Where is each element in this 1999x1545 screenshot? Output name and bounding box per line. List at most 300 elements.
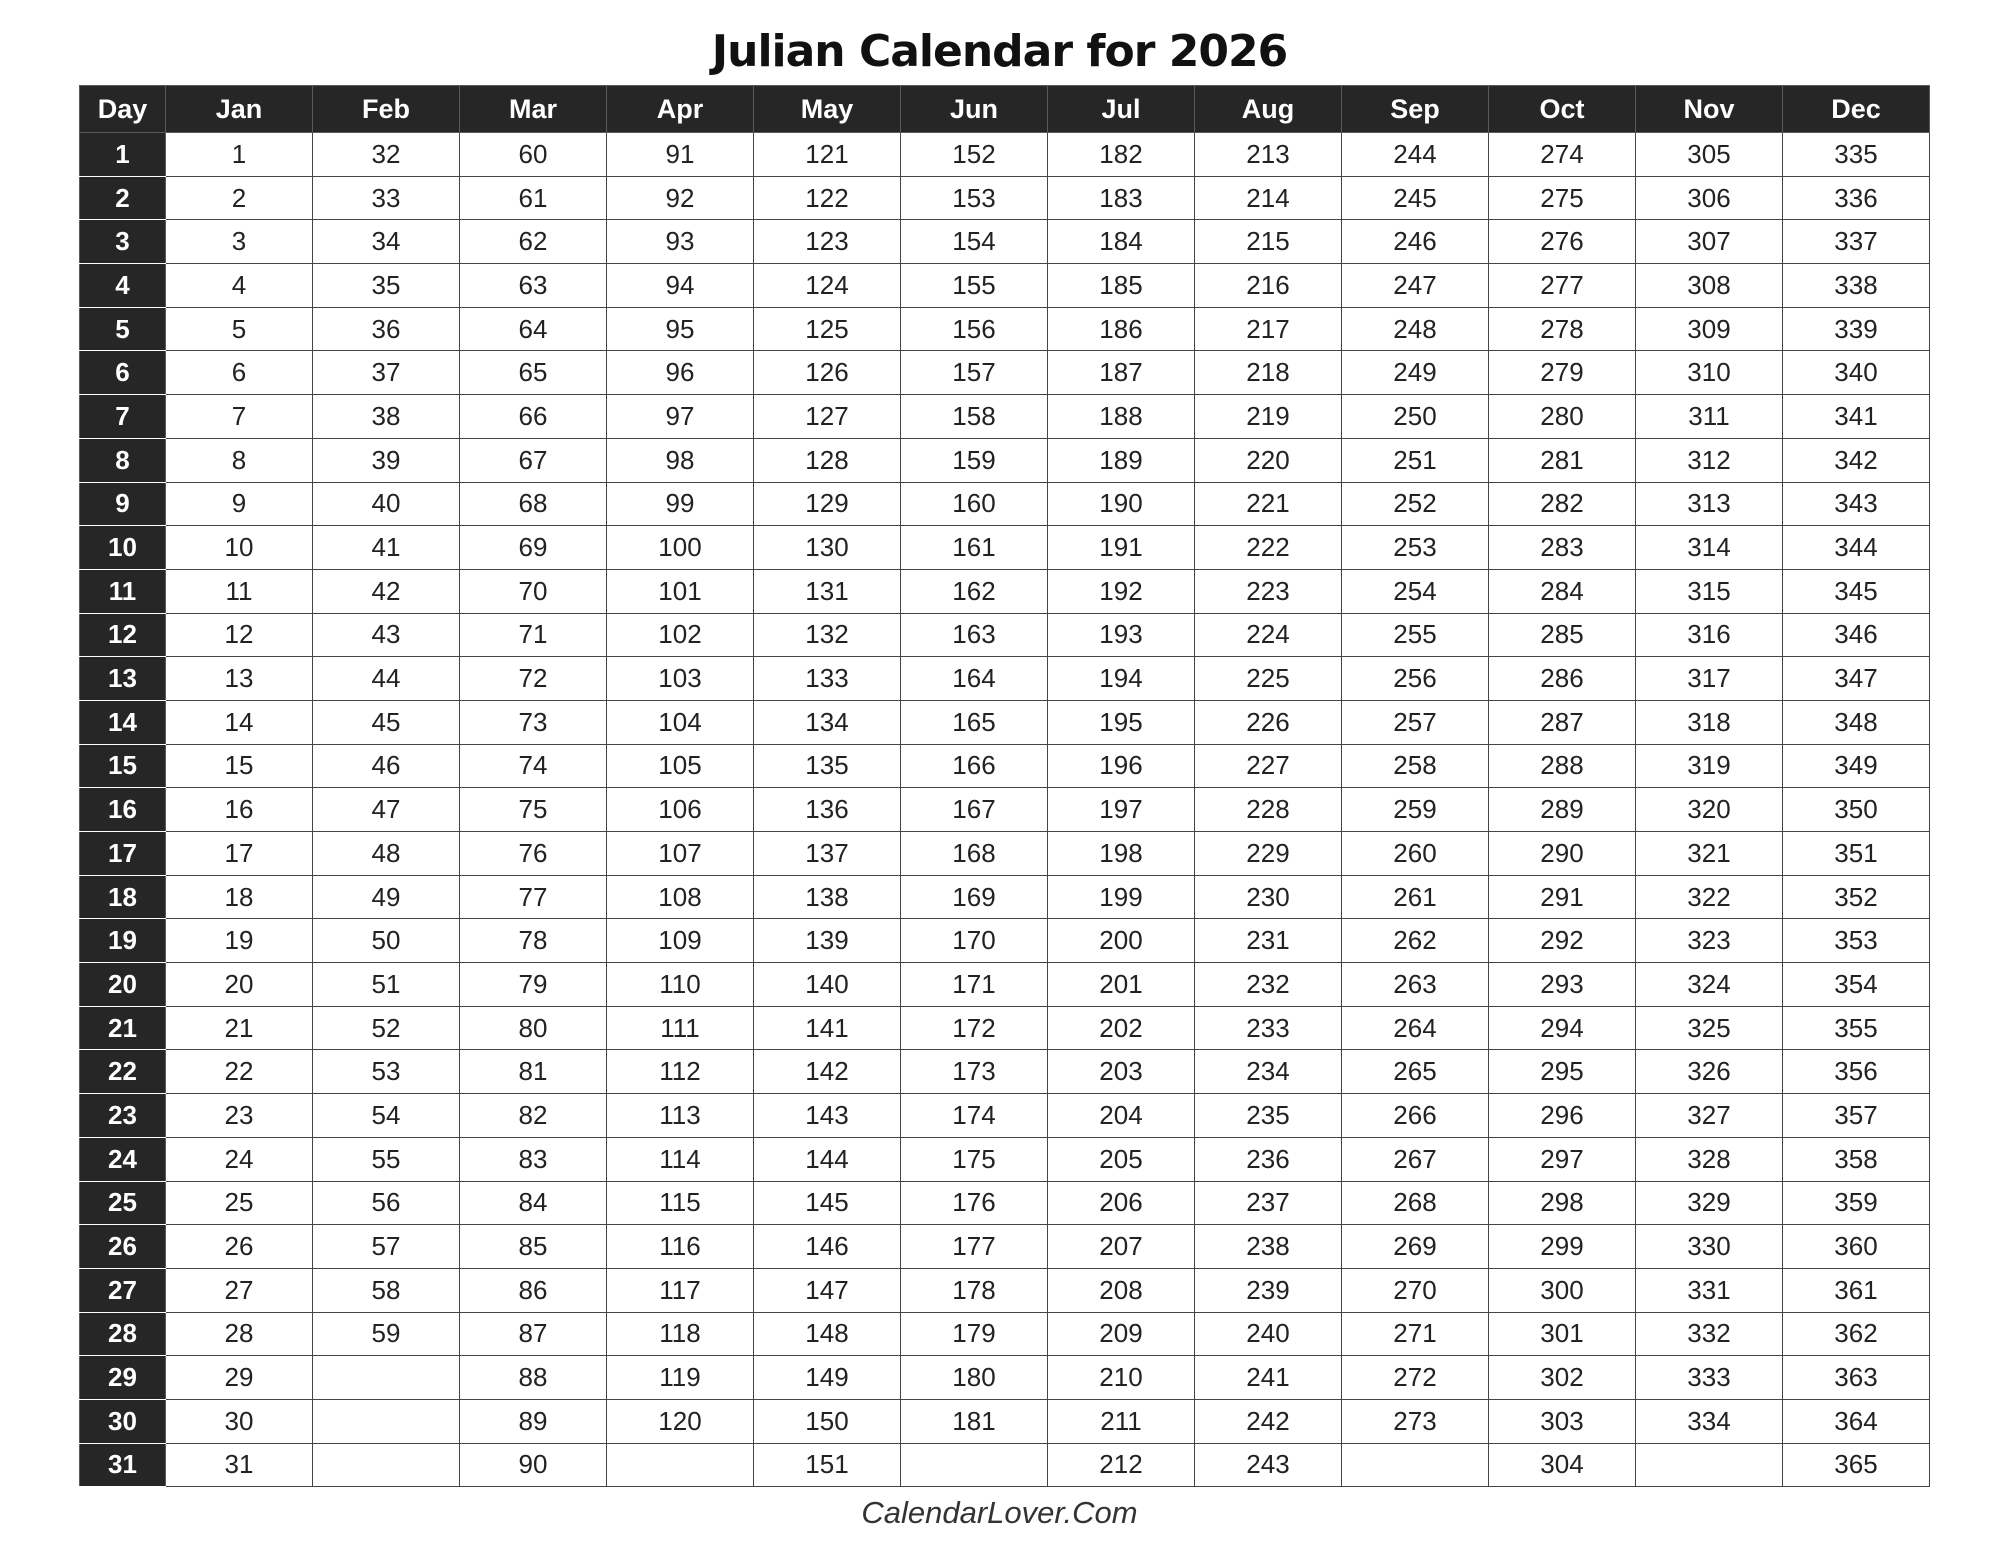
julian-day-cell: 101: [607, 569, 754, 613]
julian-day-cell: 299: [1489, 1225, 1636, 1269]
julian-day-cell: 296: [1489, 1094, 1636, 1138]
day-number-cell: 5: [80, 307, 166, 351]
julian-day-cell: 44: [313, 657, 460, 701]
julian-day-cell: 86: [460, 1268, 607, 1312]
julian-day-cell: 262: [1342, 919, 1489, 963]
julian-day-cell: 26: [166, 1225, 313, 1269]
julian-day-cell: 146: [754, 1225, 901, 1269]
julian-day-cell: 228: [1195, 788, 1342, 832]
julian-day-cell: 91: [607, 133, 754, 177]
julian-day-cell: 72: [460, 657, 607, 701]
day-number-cell: 18: [80, 875, 166, 919]
footer-site-name: CalendarLover.Com: [861, 1495, 1138, 1530]
julian-day-cell: 69: [460, 526, 607, 570]
julian-day-cell: 206: [1048, 1181, 1195, 1225]
julian-day-cell: 361: [1783, 1268, 1930, 1312]
julian-day-cell: 349: [1783, 744, 1930, 788]
julian-day-cell: 217: [1195, 307, 1342, 351]
julian-day-cell: 32: [313, 133, 460, 177]
julian-day-cell: 98: [607, 438, 754, 482]
julian-day-cell: 47: [313, 788, 460, 832]
julian-day-cell: 160: [901, 482, 1048, 526]
julian-day-cell: 51: [313, 963, 460, 1007]
julian-day-cell: 46: [313, 744, 460, 788]
julian-day-cell: 124: [754, 264, 901, 308]
table-row: [80, 1050, 1930, 1094]
julian-day-cell: 73: [460, 700, 607, 744]
julian-day-cell: 255: [1342, 613, 1489, 657]
julian-day-cell: 230: [1195, 875, 1342, 919]
day-number-cell: 10: [80, 526, 166, 570]
day-number-cell: 30: [80, 1399, 166, 1443]
julian-day-cell: 99: [607, 482, 754, 526]
column-header-day: Day: [80, 86, 166, 133]
julian-day-cell: 241: [1195, 1356, 1342, 1400]
day-number-cell: 25: [80, 1181, 166, 1225]
julian-day-cell: 92: [607, 176, 754, 220]
julian-day-cell: 58: [313, 1268, 460, 1312]
julian-day-cell: 344: [1783, 526, 1930, 570]
julian-day-cell: 355: [1783, 1006, 1930, 1050]
julian-day-cell: 260: [1342, 832, 1489, 876]
julian-day-cell: 55: [313, 1137, 460, 1181]
julian-day-cell: 9: [166, 482, 313, 526]
julian-day-cell: 279: [1489, 351, 1636, 395]
column-header-jan: Jan: [166, 86, 313, 133]
julian-day-cell: 103: [607, 657, 754, 701]
julian-day-cell: 59: [313, 1312, 460, 1356]
julian-day-cell: 224: [1195, 613, 1342, 657]
julian-day-cell: 289: [1489, 788, 1636, 832]
day-number-cell: 13: [80, 657, 166, 701]
julian-day-cell: 362: [1783, 1312, 1930, 1356]
julian-day-cell: 74: [460, 744, 607, 788]
julian-day-cell: 70: [460, 569, 607, 613]
julian-day-cell: 253: [1342, 526, 1489, 570]
julian-day-cell: 275: [1489, 176, 1636, 220]
table-row: [80, 526, 1930, 570]
julian-day-cell: 112: [607, 1050, 754, 1094]
julian-day-cell: 125: [754, 307, 901, 351]
table-row: [80, 351, 1930, 395]
julian-day-cell: 338: [1783, 264, 1930, 308]
day-number-cell: 27: [80, 1268, 166, 1312]
julian-day-cell: 347: [1783, 657, 1930, 701]
julian-day-cell: 37: [313, 351, 460, 395]
julian-day-cell: 120: [607, 1399, 754, 1443]
julian-day-cell: 134: [754, 700, 901, 744]
julian-day-cell: 77: [460, 875, 607, 919]
julian-day-cell: 297: [1489, 1137, 1636, 1181]
julian-day-cell: 291: [1489, 875, 1636, 919]
column-header-jun: Jun: [901, 86, 1048, 133]
julian-day-cell: 356: [1783, 1050, 1930, 1094]
julian-day-cell: 266: [1342, 1094, 1489, 1138]
julian-day-cell: 28: [166, 1312, 313, 1356]
julian-day-cell: 246: [1342, 220, 1489, 264]
julian-day-cell: 183: [1048, 176, 1195, 220]
julian-day-cell: 78: [460, 919, 607, 963]
table-row: [80, 963, 1930, 1007]
julian-day-cell: 211: [1048, 1399, 1195, 1443]
julian-day-cell: [313, 1443, 460, 1487]
julian-day-cell: 252: [1342, 482, 1489, 526]
julian-day-cell: 138: [754, 875, 901, 919]
julian-day-cell: 137: [754, 832, 901, 876]
table-row: [80, 1356, 1930, 1400]
julian-day-cell: 358: [1783, 1137, 1930, 1181]
julian-day-cell: 132: [754, 613, 901, 657]
table-row: [80, 176, 1930, 220]
column-header-aug: Aug: [1195, 86, 1342, 133]
julian-day-cell: 268: [1342, 1181, 1489, 1225]
julian-day-cell: 250: [1342, 395, 1489, 439]
julian-day-cell: 87: [460, 1312, 607, 1356]
julian-day-cell: 79: [460, 963, 607, 1007]
julian-day-cell: 286: [1489, 657, 1636, 701]
julian-day-cell: 174: [901, 1094, 1048, 1138]
julian-day-cell: 220: [1195, 438, 1342, 482]
julian-day-cell: 284: [1489, 569, 1636, 613]
julian-day-cell: 150: [754, 1399, 901, 1443]
julian-day-cell: 203: [1048, 1050, 1195, 1094]
julian-day-cell: 221: [1195, 482, 1342, 526]
julian-day-cell: 298: [1489, 1181, 1636, 1225]
julian-day-cell: 319: [1636, 744, 1783, 788]
day-number-cell: 21: [80, 1006, 166, 1050]
julian-day-cell: 7: [166, 395, 313, 439]
julian-day-cell: 130: [754, 526, 901, 570]
julian-day-cell: 312: [1636, 438, 1783, 482]
julian-day-cell: 257: [1342, 700, 1489, 744]
julian-day-cell: 25: [166, 1181, 313, 1225]
julian-day-cell: 2: [166, 176, 313, 220]
julian-day-cell: 276: [1489, 220, 1636, 264]
table-row: [80, 307, 1930, 351]
julian-day-cell: 50: [313, 919, 460, 963]
julian-day-cell: 63: [460, 264, 607, 308]
julian-day-cell: 152: [901, 133, 1048, 177]
julian-day-cell: 1: [166, 133, 313, 177]
julian-day-cell: 313: [1636, 482, 1783, 526]
julian-day-cell: 139: [754, 919, 901, 963]
julian-day-cell: 320: [1636, 788, 1783, 832]
day-number-cell: 24: [80, 1137, 166, 1181]
day-number-cell: 2: [80, 176, 166, 220]
table-row: [80, 744, 1930, 788]
julian-day-cell: 325: [1636, 1006, 1783, 1050]
julian-day-cell: 181: [901, 1399, 1048, 1443]
julian-day-cell: 331: [1636, 1268, 1783, 1312]
julian-day-cell: 295: [1489, 1050, 1636, 1094]
julian-day-cell: 207: [1048, 1225, 1195, 1269]
julian-day-cell: 176: [901, 1181, 1048, 1225]
day-number-cell: 16: [80, 788, 166, 832]
julian-day-cell: 271: [1342, 1312, 1489, 1356]
julian-day-cell: 198: [1048, 832, 1195, 876]
julian-day-cell: 179: [901, 1312, 1048, 1356]
julian-day-cell: 240: [1195, 1312, 1342, 1356]
julian-day-cell: 36: [313, 307, 460, 351]
day-number-cell: 29: [80, 1356, 166, 1400]
julian-day-cell: 20: [166, 963, 313, 1007]
julian-day-cell: 330: [1636, 1225, 1783, 1269]
julian-day-cell: 232: [1195, 963, 1342, 1007]
julian-day-cell: 339: [1783, 307, 1930, 351]
julian-day-cell: 242: [1195, 1399, 1342, 1443]
julian-day-cell: 364: [1783, 1399, 1930, 1443]
julian-day-cell: 56: [313, 1181, 460, 1225]
julian-day-cell: 149: [754, 1356, 901, 1400]
julian-day-cell: 100: [607, 526, 754, 570]
julian-day-cell: 169: [901, 875, 1048, 919]
julian-day-cell: 67: [460, 438, 607, 482]
julian-day-cell: 238: [1195, 1225, 1342, 1269]
julian-day-cell: 30: [166, 1399, 313, 1443]
julian-day-cell: 110: [607, 963, 754, 1007]
julian-day-cell: 307: [1636, 220, 1783, 264]
julian-day-cell: 127: [754, 395, 901, 439]
julian-day-cell: 237: [1195, 1181, 1342, 1225]
julian-day-cell: 199: [1048, 875, 1195, 919]
julian-day-cell: 303: [1489, 1399, 1636, 1443]
julian-day-cell: 300: [1489, 1268, 1636, 1312]
julian-day-cell: 148: [754, 1312, 901, 1356]
julian-day-cell: 210: [1048, 1356, 1195, 1400]
table-row: [80, 657, 1930, 701]
julian-day-cell: 352: [1783, 875, 1930, 919]
day-number-cell: 23: [80, 1094, 166, 1138]
julian-day-cell: 200: [1048, 919, 1195, 963]
julian-day-cell: 283: [1489, 526, 1636, 570]
julian-day-cell: 204: [1048, 1094, 1195, 1138]
julian-day-cell: 129: [754, 482, 901, 526]
julian-day-cell: 363: [1783, 1356, 1930, 1400]
julian-day-cell: 159: [901, 438, 1048, 482]
julian-day-cell: 114: [607, 1137, 754, 1181]
julian-day-cell: 89: [460, 1399, 607, 1443]
table-row: [80, 395, 1930, 439]
table-row: [80, 1399, 1930, 1443]
table-row: [80, 1137, 1930, 1181]
julian-day-cell: 164: [901, 657, 1048, 701]
julian-day-cell: 68: [460, 482, 607, 526]
julian-day-cell: 118: [607, 1312, 754, 1356]
julian-day-cell: 147: [754, 1268, 901, 1312]
julian-day-cell: 111: [607, 1006, 754, 1050]
julian-day-cell: 290: [1489, 832, 1636, 876]
day-number-cell: 8: [80, 438, 166, 482]
julian-day-cell: 223: [1195, 569, 1342, 613]
julian-day-cell: 31: [166, 1443, 313, 1487]
julian-day-cell: 359: [1783, 1181, 1930, 1225]
julian-day-cell: 122: [754, 176, 901, 220]
julian-day-cell: 357: [1783, 1094, 1930, 1138]
julian-day-cell: 107: [607, 832, 754, 876]
julian-day-cell: 202: [1048, 1006, 1195, 1050]
julian-day-cell: 306: [1636, 176, 1783, 220]
column-header-mar: Mar: [460, 86, 607, 133]
julian-day-cell: 167: [901, 788, 1048, 832]
julian-day-cell: 66: [460, 395, 607, 439]
julian-day-cell: 140: [754, 963, 901, 1007]
julian-day-cell: 14: [166, 700, 313, 744]
julian-day-cell: [607, 1443, 754, 1487]
julian-day-cell: 23: [166, 1094, 313, 1138]
julian-day-cell: 21: [166, 1006, 313, 1050]
julian-day-cell: 128: [754, 438, 901, 482]
julian-day-cell: 168: [901, 832, 1048, 876]
julian-day-cell: 141: [754, 1006, 901, 1050]
julian-day-cell: 52: [313, 1006, 460, 1050]
julian-day-cell: 189: [1048, 438, 1195, 482]
julian-day-cell: 201: [1048, 963, 1195, 1007]
julian-day-cell: 142: [754, 1050, 901, 1094]
julian-day-cell: 17: [166, 832, 313, 876]
julian-day-cell: 205: [1048, 1137, 1195, 1181]
julian-day-cell: 335: [1783, 133, 1930, 177]
julian-day-cell: 326: [1636, 1050, 1783, 1094]
table-row: [80, 832, 1930, 876]
julian-day-cell: 311: [1636, 395, 1783, 439]
julian-day-cell: 315: [1636, 569, 1783, 613]
julian-day-cell: 157: [901, 351, 1048, 395]
julian-day-cell: 239: [1195, 1268, 1342, 1312]
julian-day-cell: 293: [1489, 963, 1636, 1007]
julian-day-cell: 346: [1783, 613, 1930, 657]
julian-day-cell: 274: [1489, 133, 1636, 177]
julian-day-cell: 332: [1636, 1312, 1783, 1356]
julian-day-cell: [901, 1443, 1048, 1487]
julian-day-cell: 187: [1048, 351, 1195, 395]
day-number-cell: 11: [80, 569, 166, 613]
julian-day-cell: 4: [166, 264, 313, 308]
julian-day-cell: 53: [313, 1050, 460, 1094]
julian-day-cell: 121: [754, 133, 901, 177]
julian-calendar-table: [79, 85, 1930, 1487]
julian-day-cell: 245: [1342, 176, 1489, 220]
julian-day-cell: 233: [1195, 1006, 1342, 1050]
day-number-cell: 12: [80, 613, 166, 657]
julian-day-cell: 227: [1195, 744, 1342, 788]
julian-day-cell: 212: [1048, 1443, 1195, 1487]
julian-day-cell: 209: [1048, 1312, 1195, 1356]
julian-day-cell: 316: [1636, 613, 1783, 657]
julian-day-cell: 343: [1783, 482, 1930, 526]
julian-day-cell: 185: [1048, 264, 1195, 308]
julian-day-cell: 360: [1783, 1225, 1930, 1269]
julian-day-cell: 166: [901, 744, 1048, 788]
table-row: [80, 1312, 1930, 1356]
julian-day-cell: 109: [607, 919, 754, 963]
julian-day-cell: 158: [901, 395, 1048, 439]
julian-day-cell: 172: [901, 1006, 1048, 1050]
julian-day-cell: 194: [1048, 657, 1195, 701]
julian-day-cell: 288: [1489, 744, 1636, 788]
julian-day-cell: 321: [1636, 832, 1783, 876]
julian-day-cell: 196: [1048, 744, 1195, 788]
julian-day-cell: 39: [313, 438, 460, 482]
julian-day-cell: 155: [901, 264, 1048, 308]
julian-day-cell: 8: [166, 438, 313, 482]
julian-day-cell: 38: [313, 395, 460, 439]
julian-day-cell: 94: [607, 264, 754, 308]
julian-day-cell: 104: [607, 700, 754, 744]
julian-day-cell: 60: [460, 133, 607, 177]
julian-day-cell: 225: [1195, 657, 1342, 701]
julian-day-cell: [313, 1356, 460, 1400]
column-header-may: May: [754, 86, 901, 133]
julian-day-cell: 126: [754, 351, 901, 395]
day-number-cell: 6: [80, 351, 166, 395]
julian-day-cell: 16: [166, 788, 313, 832]
julian-day-cell: 309: [1636, 307, 1783, 351]
table-row: [80, 438, 1930, 482]
table-row: [80, 700, 1930, 744]
table-row: [80, 613, 1930, 657]
julian-day-cell: 96: [607, 351, 754, 395]
julian-day-cell: 342: [1783, 438, 1930, 482]
julian-day-cell: 263: [1342, 963, 1489, 1007]
julian-day-cell: 64: [460, 307, 607, 351]
table-row: [80, 482, 1930, 526]
julian-day-cell: 197: [1048, 788, 1195, 832]
day-number-cell: 1: [80, 133, 166, 177]
julian-day-cell: 161: [901, 526, 1048, 570]
julian-day-cell: 258: [1342, 744, 1489, 788]
julian-day-cell: 10: [166, 526, 313, 570]
julian-day-cell: 153: [901, 176, 1048, 220]
julian-day-cell: 22: [166, 1050, 313, 1094]
julian-day-cell: 280: [1489, 395, 1636, 439]
julian-day-cell: 337: [1783, 220, 1930, 264]
julian-day-cell: 327: [1636, 1094, 1783, 1138]
julian-day-cell: 113: [607, 1094, 754, 1138]
julian-day-cell: 195: [1048, 700, 1195, 744]
julian-day-cell: 57: [313, 1225, 460, 1269]
julian-day-cell: 269: [1342, 1225, 1489, 1269]
julian-day-cell: 3: [166, 220, 313, 264]
julian-day-cell: 84: [460, 1181, 607, 1225]
day-number-cell: 7: [80, 395, 166, 439]
julian-day-cell: 219: [1195, 395, 1342, 439]
julian-day-cell: 42: [313, 569, 460, 613]
julian-day-cell: 97: [607, 395, 754, 439]
julian-day-cell: 192: [1048, 569, 1195, 613]
julian-day-cell: 323: [1636, 919, 1783, 963]
julian-day-cell: 93: [607, 220, 754, 264]
julian-day-cell: 226: [1195, 700, 1342, 744]
julian-day-cell: 119: [607, 1356, 754, 1400]
julian-day-cell: 151: [754, 1443, 901, 1487]
julian-day-cell: 282: [1489, 482, 1636, 526]
table-row: [80, 1094, 1930, 1138]
julian-day-cell: 115: [607, 1181, 754, 1225]
julian-day-cell: 251: [1342, 438, 1489, 482]
julian-day-cell: 65: [460, 351, 607, 395]
julian-day-cell: 48: [313, 832, 460, 876]
day-number-cell: 28: [80, 1312, 166, 1356]
julian-day-cell: 43: [313, 613, 460, 657]
julian-day-cell: 116: [607, 1225, 754, 1269]
julian-day-cell: 180: [901, 1356, 1048, 1400]
julian-day-cell: 145: [754, 1181, 901, 1225]
julian-day-cell: 328: [1636, 1137, 1783, 1181]
julian-day-cell: 261: [1342, 875, 1489, 919]
julian-day-cell: 123: [754, 220, 901, 264]
julian-day-cell: 171: [901, 963, 1048, 1007]
julian-day-cell: 333: [1636, 1356, 1783, 1400]
